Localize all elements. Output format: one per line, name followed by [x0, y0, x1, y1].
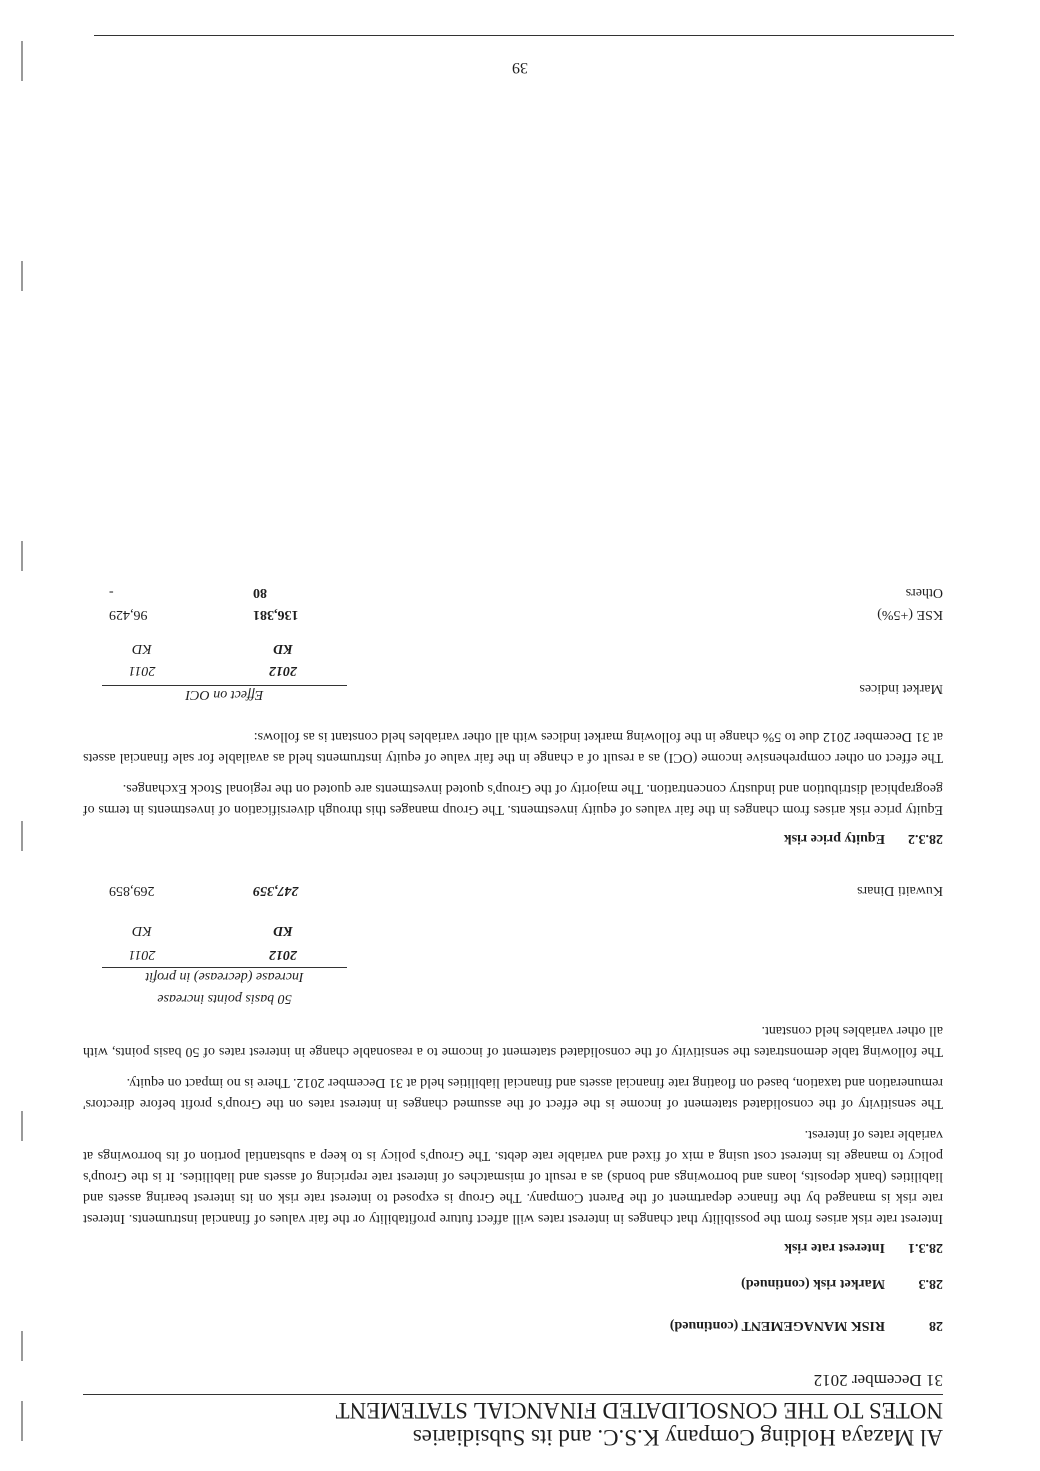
- table-header: [83, 938, 943, 1006]
- unit-2012: KD: [273, 923, 293, 938]
- year-2011: 2011: [128, 947, 156, 962]
- value-2011: 269,859: [109, 883, 155, 898]
- value-2011: 96,429: [109, 607, 148, 622]
- value-2012: 80: [253, 585, 267, 600]
- market-indices-label: Market indices: [859, 681, 943, 696]
- subsection-heading: [83, 1275, 943, 1291]
- interest-paragraph-3: The following table demonstrates the sensitivity of the consolidated statement of income to a reasonable change in interest rates of 50 basis points, with all other variables held constant.: [83, 1023, 943, 1059]
- table-caption: Effect on OCI: [102, 685, 347, 702]
- value-2012: 136,381: [253, 607, 299, 622]
- row-label: Kuwaiti Dinars: [857, 883, 943, 898]
- page-content: [83, 578, 943, 1451]
- scan-mark: [21, 261, 23, 291]
- table-caption: Increase (decrease) in profit: [102, 967, 347, 984]
- table-header: [83, 656, 943, 718]
- year-2012: 2012: [269, 663, 297, 678]
- equity-price-title: Equity price risk: [783, 831, 885, 846]
- interest-rate-number: 28.3.1: [908, 1240, 943, 1255]
- unit-2012: KD: [273, 641, 293, 656]
- interest-paragraph-1: Interest rate risk arises from the possibility that changes in interest rates will affect future profitability or the fair values of financial instruments. Interest rate risk is managed by the finance department of the Parent Company. The Group is exposed to interest rate risk on its interest bearing assets and liabilities (bank deposits, loans and borrowings and bonds) as a result of mismatches of interest rate repricing of assets and liabilities. It is the Group's policy to manage its interest cost using a mix of fixed and variable rate debts. The Group's policy is to keep a substantial portion of its borrowings at variable rates of interest.: [83, 1127, 943, 1226]
- row-label: Others: [905, 585, 943, 600]
- interest-paragraph-2: The sensitivity of the consolidated statement of income is the effect of the assumed changes in interest rates on the Group's profit before directors' remuneration and taxation, based on floating rate financial assets and financial liabilities held at 31 December 2012. There is no impact on equity.: [83, 1075, 943, 1111]
- equity-price-heading: [83, 830, 943, 846]
- document-title: NOTES TO THE CONSOLIDATED FINANCIAL STATEMENT: [83, 1394, 943, 1424]
- unit-2011: KD: [132, 923, 152, 938]
- document-date: 31 December 2012: [813, 1371, 943, 1390]
- section-title: RISK MANAGEMENT (continued): [669, 1318, 885, 1333]
- scan-mark: [21, 1111, 23, 1141]
- scan-mark: [21, 1331, 23, 1361]
- subsection-title: Market risk (continued): [741, 1276, 885, 1291]
- year-2011: 2011: [128, 663, 156, 678]
- table-row: [83, 600, 943, 622]
- scan-mark: [21, 41, 23, 81]
- subsection-number: 28.3: [918, 1276, 943, 1291]
- interest-rate-title: Interest rate risk: [784, 1240, 885, 1255]
- value-2012: 247,359: [253, 883, 299, 898]
- equity-price-number: 28.3.2: [908, 831, 943, 846]
- scan-mark: [21, 821, 23, 851]
- table-row: [83, 876, 943, 898]
- table-row: [83, 578, 943, 600]
- table-unit-row: [83, 634, 943, 656]
- interest-rate-heading: [83, 1239, 943, 1255]
- table-caption-top: 50 basis points increase: [157, 991, 292, 1006]
- section-number: 28: [929, 1318, 943, 1333]
- scan-mark: [21, 1401, 23, 1441]
- section-heading: [83, 1317, 943, 1333]
- year-2012: 2012: [269, 947, 297, 962]
- interest-sensitivity-table: [83, 876, 943, 1006]
- company-name: Al Mazaya Holding Company K.S.C. and its Subsidiaries: [412, 1425, 943, 1450]
- table-unit-row: [83, 916, 943, 938]
- equity-paragraph-2: The effect on other comprehensive income (OCI) as a result of a change in the fair value of equity instruments held as available for sale financial assets at 31 December 2012 due to 5% change in the following market indices with all other variables held constant is as follows:: [83, 729, 943, 765]
- footer-rule: [94, 35, 954, 36]
- row-label: KSE (+5%): [877, 607, 943, 622]
- value-2011: -: [109, 585, 114, 600]
- unit-2011: KD: [132, 641, 152, 656]
- scan-mark: [21, 541, 23, 571]
- page-number: 39: [512, 59, 528, 76]
- equity-sensitivity-table: [83, 578, 943, 718]
- equity-paragraph-1: Equity price risk arises from changes in the fair values of equity investments. The Group manages this through diversification of investments in terms of geographical distribution and industry concentration. The majority of the Group's quoted investments are quoted on the regional Stock Exchanges.: [83, 781, 943, 817]
